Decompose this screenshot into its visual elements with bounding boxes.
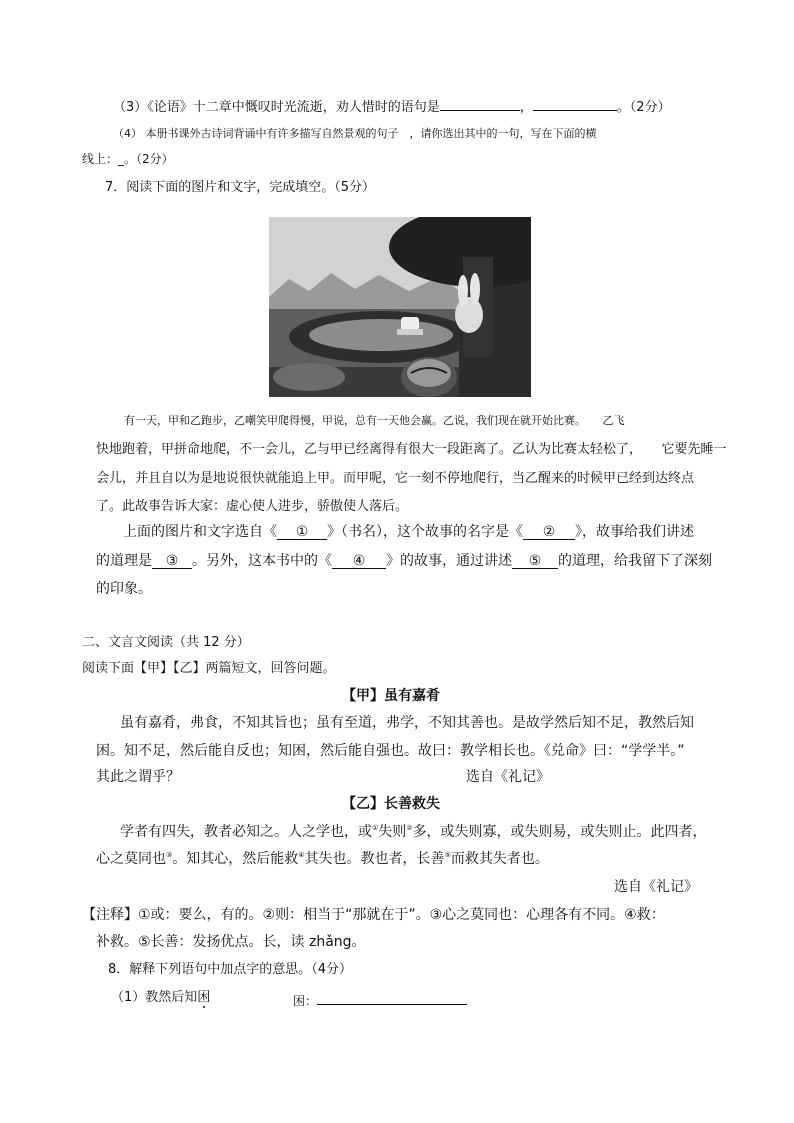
story-line-2: 快地跑着，甲拼命地爬，不一会儿，乙与甲已经离得有很大一段距离了。乙认为比赛太轻松了， 它要先睡一 (96, 442, 727, 457)
story-line-1: 有一天，甲和乙跑步，乙嘲笑甲爬得慢，甲说，总有一天他会赢。乙说，我们现在就开始比赛。 乙飞 (124, 414, 625, 427)
q3-blank-2[interactable] (533, 97, 617, 111)
note-ref-1: ① (372, 824, 379, 832)
q7-stem: 7．阅读下面的图片和文字，完成填空。（5分） (105, 180, 376, 195)
jia-line-1: 虽有嘉肴，弗食，不知其旨也；虽有至道，弗学，不知其善也。是故学然后知不足，教然后知 (120, 715, 694, 731)
note-ref-5: ⑤ (444, 851, 451, 859)
note-ref-2: ② (406, 824, 413, 832)
jia-title: 【甲】虽有嘉肴 (342, 688, 440, 704)
jia-source: 选自《礼记》 (466, 769, 550, 785)
tortoise-and-hare-illustration (269, 217, 531, 397)
note-ref-4: ④ (298, 851, 305, 859)
dotted-character: 困 (197, 990, 211, 1005)
q3-line (113, 97, 671, 114)
section-2-heading: 二、文言文阅读（共 12 分） (82, 635, 250, 650)
fill-blank-5[interactable]: ⑤ (512, 554, 558, 569)
fill-blank-4[interactable]: ④ (332, 554, 386, 569)
note-ref-3: ③ (166, 851, 173, 859)
section-2-intro: 阅读下面【甲】【乙】两篇短文，回答问题。 (82, 661, 336, 676)
fill-line-1: 上面的图片和文字选自《 ① 》（书名），这个故事的名字是《 ② 》，故事给我们讲述 (123, 524, 694, 540)
q3-label: （3）《论语》十二章中慨叹时光流逝，劝人惜时的语句是 (113, 100, 440, 115)
q8-item-1-answer: 困： (293, 991, 467, 1007)
q3-separator: ， (519, 100, 533, 115)
fill-blank-2[interactable]: ② (523, 525, 575, 540)
fill-blank-1[interactable]: ① (277, 525, 327, 540)
q8-stem: 8．解释下列语句中加点字的意思。（4分） (108, 962, 353, 977)
fill-blank-3[interactable]: ③ (152, 554, 192, 569)
jia-line-2: 困。知不足，然后能自反也；知困，然后能自强也。故曰：教学相长也。《兑命》曰：“学学半。” (96, 743, 685, 759)
fill-line-2: 的道理是 ③ 。另外，这本书中的《 ④ 》的故事，通过讲述 ⑤ 的道理，给我留下了深刻 (96, 553, 712, 569)
yi-line-1: 学者有四失，教者必知之。人之学也，或①失则②多，或失则寡，或失则易，或失则止。此四者， (120, 824, 707, 840)
notes-line-1: 【注释】①或：要么，有的。②则：相当于“那就在于”。③心之莫同也：心理各有不同。④救： (82, 907, 665, 923)
yi-line-2: 心之莫同也③。知其心，然后能救④其失也。教也者，长善⑤而救其失者也。 (96, 851, 549, 867)
jia-line-3: 其此之谓乎？ (96, 769, 180, 785)
q4-line-2: 线上：_。（2分） (82, 152, 174, 166)
q4-line-1: （4） 本册书课外古诗词背诵中有许多描写自然景观的句子 ，请你选出其中的一句，写在下面的横 (113, 127, 597, 140)
fill-line-3: 的印象。 (96, 581, 152, 597)
notes-line-2: 补救。⑤长善：发扬优点。长，读 zhǎng。 (96, 934, 366, 950)
story-line-3: 会儿，并且自以为是地说很快就能追上甲。而甲呢，它一刻不停地爬行，当乙醒来的时候甲已经到达终点 (96, 471, 695, 486)
q8-answer-blank[interactable] (317, 991, 467, 1005)
yi-title: 【乙】长善救失 (342, 796, 440, 812)
q3-score: 。（2分） (616, 100, 671, 115)
q3-blank-1[interactable] (440, 97, 520, 111)
yi-source: 选自《礼记》 (614, 879, 698, 895)
q8-item-1: （1）教然后知困 (111, 990, 211, 1005)
story-line-4: 了。此故事告诉大家：虚心使人进步，骄傲使人落后。 (96, 499, 409, 514)
